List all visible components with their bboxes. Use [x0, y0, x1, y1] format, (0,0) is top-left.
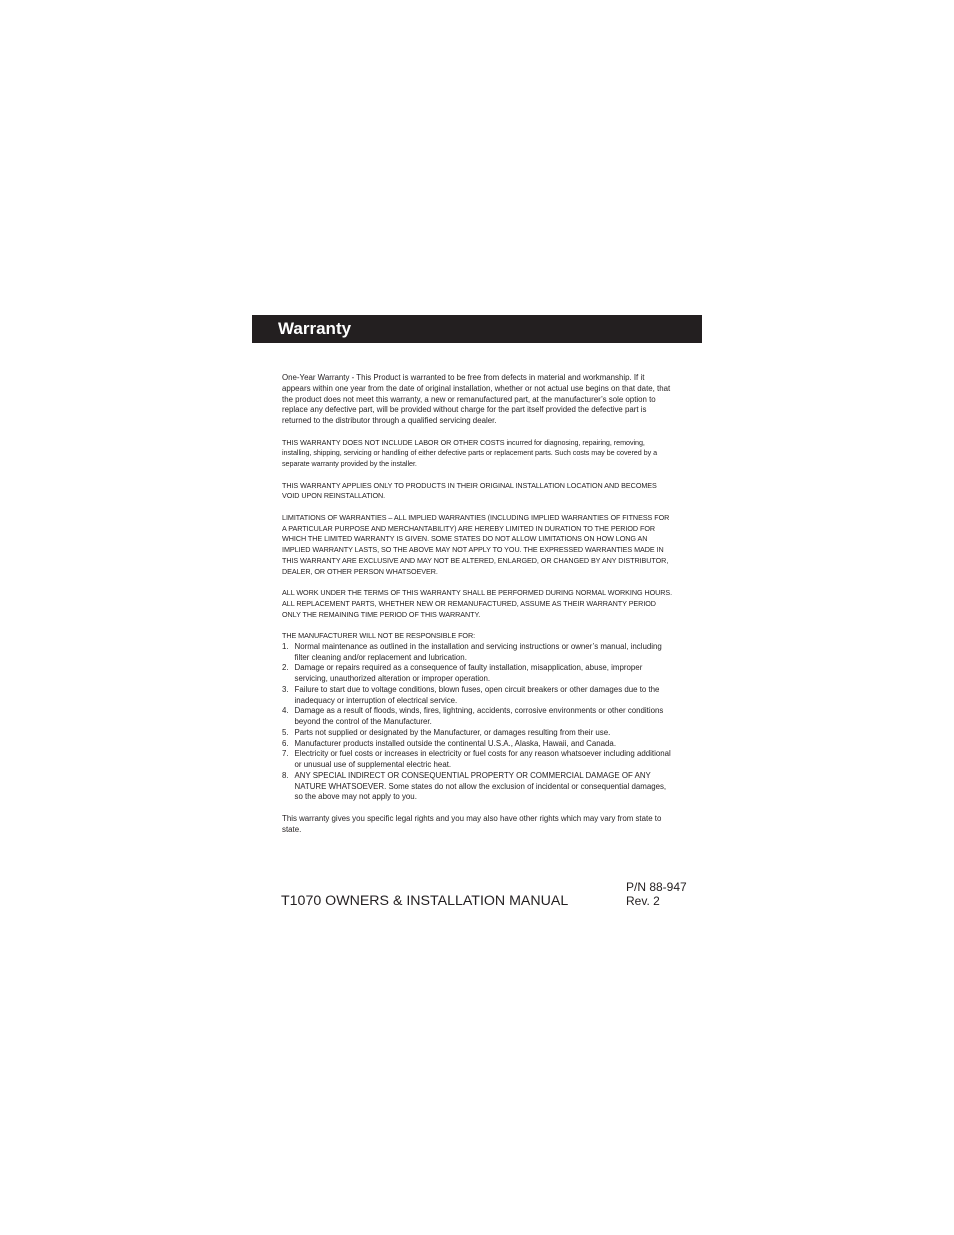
list-item: [282, 749, 674, 771]
legal-rights-paragraph: This warranty gives you specific legal rights and you may also have other rights which may vary from state to state.: [282, 813, 662, 834]
list-item-text: Damage or repairs required as a consequence of faulty installation, misapplication, abuse, improper servicing, unauthorized alteration or improper operation.: [294, 663, 643, 683]
list-item-text: Electricity or fuel costs or increases in electricity or fuel costs for any reason whatsoever including additional or unusual use of supplemental electric heat.: [294, 749, 671, 769]
warranty-intro-paragraph: One-Year Warranty - This Product is warranted to be free from defects in material and workmanship. If it appears within one year from the date of original installation, whether or not actual use begins on that date, that the product does not meet this warranty, a new or remanufactured part, at the manufacturer’s sole option to replace any defective part, will be provided without charge for the part itself provided the defective part is returned to the distributor through a qualified servicing dealer.: [282, 373, 671, 425]
revision-label: Rev. 2: [626, 894, 660, 908]
list-item: [282, 642, 674, 664]
part-number: P/N 88-947: [626, 880, 687, 894]
list-item-text: ANY SPECIAL INDIRECT OR CONSEQUENTIAL PROPERTY OR COMMERCIAL DAMAGE OF ANY NATURE WHATSOEVER. Some states do not allow the exclusion of incidental or consequential damages, so the above may not apply to you.: [294, 770, 667, 802]
original-location-paragraph: THIS WARRANTY APPLIES ONLY TO PRODUCTS IN THEIR ORIGINAL INSTALLATION LOCATION AND BECOMES VOID UPON REINSTALLATION.: [282, 480, 657, 501]
list-item: [282, 771, 674, 803]
list-item-number: 6.: [282, 738, 289, 748]
not-responsible-list: [282, 642, 674, 803]
list-item-text: Parts not supplied or designated by the Manufacturer, or damages resulting from their use.: [294, 727, 611, 737]
list-item-number: 2.: [282, 663, 289, 673]
list-item-text: Manufacturer products installed outside the continental U.S.A., Alaska, Hawaii, and Canada.: [294, 738, 617, 748]
warranty-body: [282, 373, 674, 846]
list-item-number: 5.: [282, 727, 289, 737]
list-item-text: Normal maintenance as outlined in the installation and servicing instructions or owner’s manual, including filter cleaning and/or replacement and lubrication.: [294, 641, 662, 662]
section-title: Warranty: [278, 319, 352, 338]
manual-title: T1070 OWNERS & INSTALLATION MANUAL: [281, 893, 569, 909]
list-item: [282, 663, 674, 685]
labor-exclusion-paragraph: THIS WARRANTY DOES NOT INCLUDE LABOR OR OTHER COSTS incurred for diagnosing, repairing, removing, installing, shipping, servicing or handling of either defective parts or replacement parts. Such costs may be covered by a separate warranty provided by the installer.: [282, 437, 658, 468]
list-item: [282, 728, 674, 739]
section-header-bar: [252, 315, 702, 343]
list-item-number: 3.: [282, 684, 289, 694]
not-responsible-heading: THE MANUFACTURER WILL NOT BE RESPONSIBLE FOR:: [282, 631, 476, 640]
list-item-number: 8.: [282, 770, 289, 780]
limitations-paragraph: LIMITATIONS OF WARRANTIES – ALL IMPLIED WARRANTIES (INCLUDING IMPLIED WARRANTIES OF FITNESS FOR A PARTICULAR PURPOSE AND MERCHANTABILITY) ARE HEREBY LIMITED IN DURATION TO THE PERIOD FOR WHICH THE LIMITED WARRANTY IS GIVEN. SOME STATES DO NOT ALLOW LIMITATIONS ON HOW LONG AN IMPLIED WARRANTY LASTS, SO THE ABOVE MAY NOT APPLY TO YOU. THE EXPRESSED WARRANTIES MADE IN THIS WARRANTY ARE EXCLUSIVE AND MAY NOT BE ALTERED, ENLARGED, OR CHANGED BY ANY DISTRIBUTOR, DEALER, OR OTHER PERSON WHATSOEVER.: [282, 512, 670, 576]
work-terms-paragraph: ALL WORK UNDER THE TERMS OF THIS WARRANTY SHALL BE PERFORMED DURING NORMAL WORKING HOURS. ALL REPLACEMENT PARTS, WHETHER NEW OR REMANUFACTURED, ASSUME AS THEIR WARRANTY PERIOD ONLY THE REMAINING TIME PERIOD OF THIS WARRANTY.: [282, 588, 673, 619]
list-item-number: 4.: [282, 706, 289, 716]
list-item-number: 7.: [282, 749, 289, 759]
list-item: [282, 685, 674, 707]
list-item: [282, 706, 674, 728]
list-item-number: 1.: [282, 641, 289, 651]
list-item-text: Failure to start due to voltage conditions, blown fuses, open circuit breakers or other damages due to the inadequacy or interruption of electrical service.: [294, 684, 660, 705]
list-item-text: Damage as a result of floods, winds, fires, lightning, accidents, corrosive environments or other conditions beyond the control of the Manufacturer.: [294, 706, 664, 726]
list-item: [282, 739, 674, 750]
